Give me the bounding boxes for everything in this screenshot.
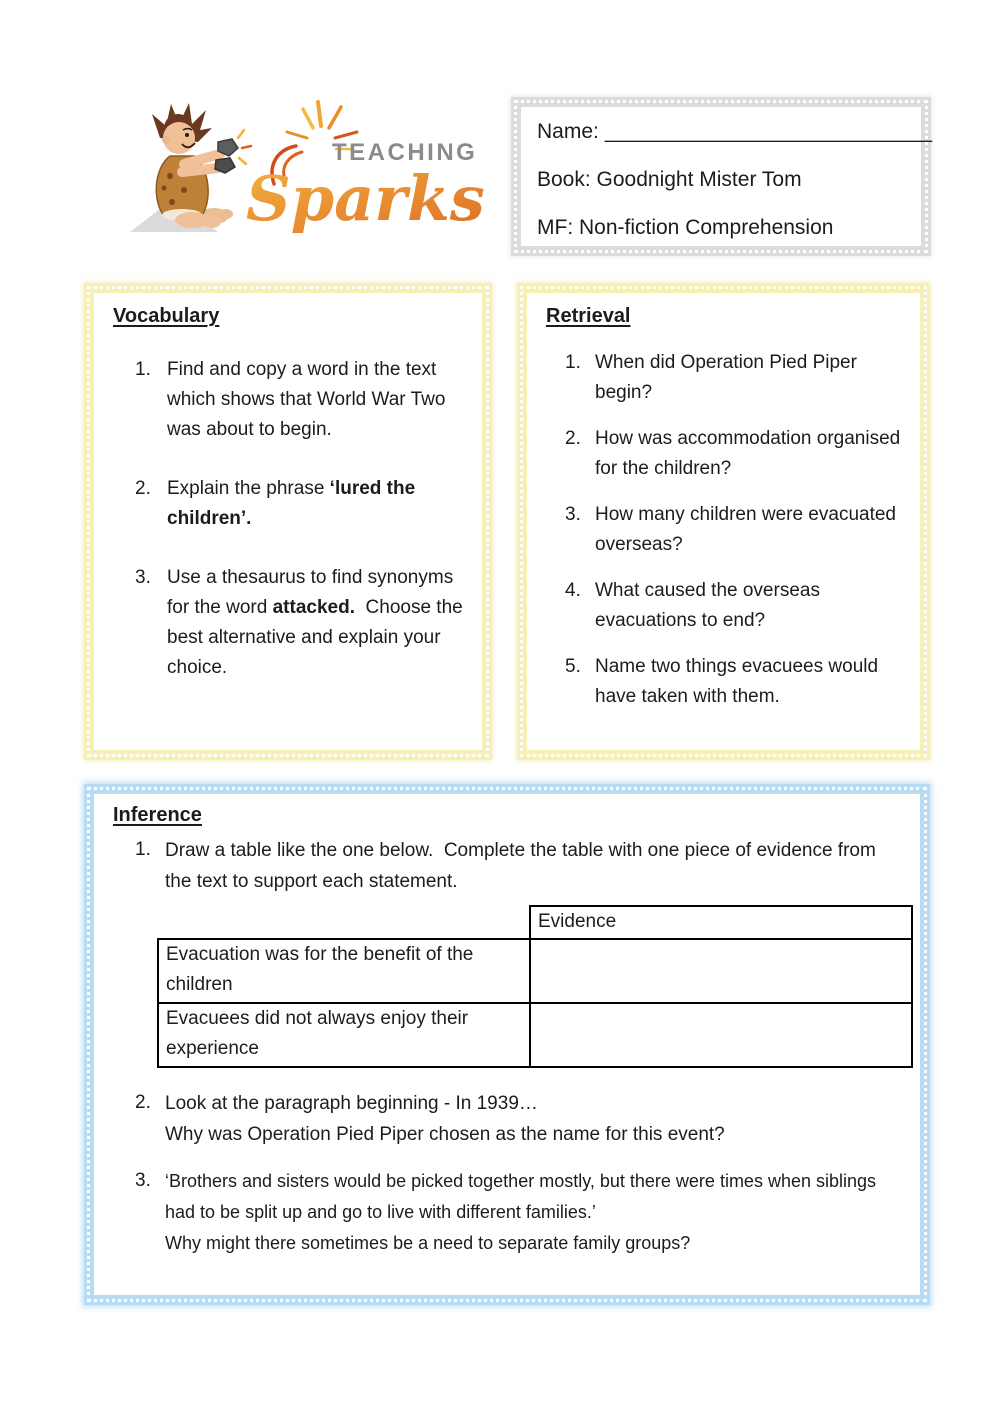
name-blank-line: ____________________________ <box>604 120 932 143</box>
evidence-header-cell: Evidence <box>530 906 912 939</box>
vocabulary-section <box>84 283 492 760</box>
statement-cell: Evacuation was for the benefit of the children <box>158 939 530 1003</box>
inference-question-1 <box>135 835 902 897</box>
retrieval-question-list <box>565 348 906 712</box>
evidence-table <box>157 905 913 1068</box>
question-text: Draw a table like the one below. Complete the table with one piece of evidence from the text to support each statement. <box>165 840 882 892</box>
item-number: 2. <box>565 428 581 449</box>
item-number: 3. <box>565 504 581 525</box>
table-row <box>158 1003 912 1067</box>
teaching-sparks-logo <box>126 96 486 252</box>
name-row <box>537 119 932 145</box>
table-blank-corner <box>158 906 530 939</box>
retrieval-question-1 <box>565 348 906 408</box>
logo-sparks-text: Sparks <box>246 162 485 235</box>
inference-question-2 <box>135 1088 902 1150</box>
caveman-icon <box>130 103 251 232</box>
question-text: How many children were evacuated overseas? <box>595 504 902 555</box>
inference-title: Inference <box>113 804 202 826</box>
retrieval-question-2 <box>565 424 906 484</box>
mf-label: MF: Non-fiction Comprehension <box>537 216 834 239</box>
retrieval-question-3 <box>565 500 906 560</box>
question-text: How was accommodation organised for the children? <box>595 428 906 479</box>
question-text: Look at the paragraph beginning - In 1939… Why was Operation Pied Piper chosen as the name for this event? <box>165 1093 725 1145</box>
inference-question-3 <box>135 1166 902 1259</box>
question-text: Name two things evacuees would have taken with them. <box>595 656 884 707</box>
question-text: What caused the overseas evacuations to end? <box>595 580 826 631</box>
vocabulary-question-1 <box>135 355 466 445</box>
student-info-box <box>511 97 931 256</box>
question-text: Use a thesaurus to find synonyms for the word attacked. Choose the best alternative and explain your choice. <box>167 567 469 678</box>
question-text: When did Operation Pied Piper begin? <box>595 352 863 403</box>
item-number: 1. <box>135 839 151 860</box>
vocabulary-title: Vocabulary <box>113 305 220 327</box>
table-row <box>158 939 912 1003</box>
name-label: Name: <box>537 120 599 143</box>
vocabulary-question-2 <box>135 474 466 534</box>
item-number: 5. <box>565 656 581 677</box>
retrieval-question-4 <box>565 576 906 636</box>
retrieval-question-5 <box>565 652 906 712</box>
item-number: 3. <box>135 567 151 588</box>
book-label: Book: Goodnight Mister Tom <box>537 168 802 191</box>
retrieval-section <box>517 283 930 760</box>
inference-question-list <box>135 835 902 1259</box>
logo-teaching-text: TEACHING <box>332 139 478 166</box>
evidence-cell <box>530 1003 912 1067</box>
item-number: 2. <box>135 478 151 499</box>
item-number: 2. <box>135 1092 151 1113</box>
statement-cell: Evacuees did not always enjoy their experience <box>158 1003 530 1067</box>
inference-section <box>84 784 930 1305</box>
retrieval-title: Retrieval <box>546 305 631 327</box>
item-number: 1. <box>135 359 151 380</box>
evidence-cell <box>530 939 912 1003</box>
item-number: 1. <box>565 352 581 373</box>
logo-graphic <box>126 96 486 252</box>
item-number: 4. <box>565 580 581 601</box>
question-text: Explain the phrase ‘lured the children’. <box>167 478 421 529</box>
vocabulary-question-3 <box>135 563 469 683</box>
question-text: Find and copy a word in the text which shows that World War Two was about to begin. <box>167 359 451 440</box>
vocabulary-question-list <box>135 355 469 683</box>
question-text: ‘Brothers and sisters would be picked together mostly, but there were times when siblings had to be split up and go to live with different families.’ Why might there sometimes be a need to separate family groups? <box>165 1171 882 1253</box>
item-number: 3. <box>135 1170 151 1191</box>
